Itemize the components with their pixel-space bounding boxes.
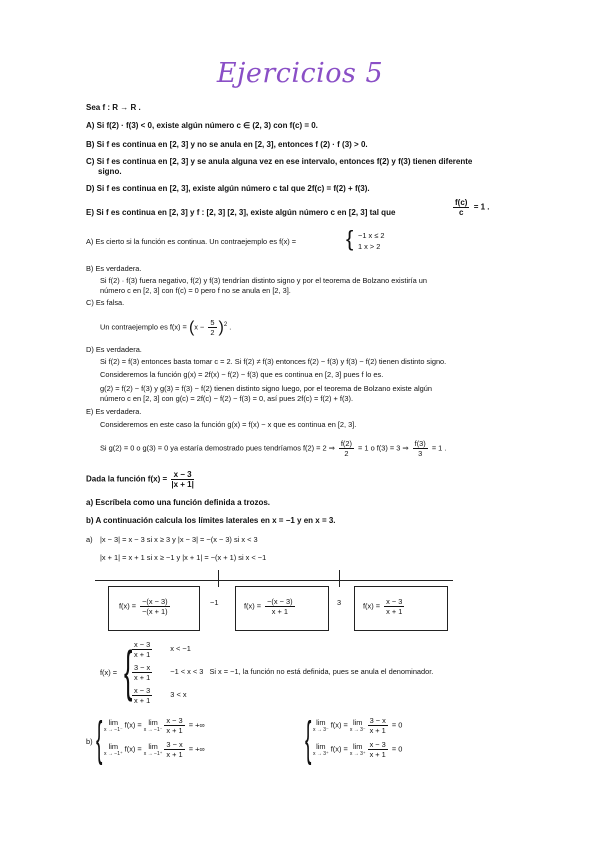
statement-e-fraction — [451, 198, 489, 217]
statement-b: B) Si f es continua en [2, 3] y no se anula en [2, 3], entonces f (2) · f (3) > 0. — [86, 140, 368, 149]
answer-e-body2 — [100, 439, 540, 458]
frac-den: x + 1 — [386, 607, 403, 616]
answer-d-head: D) Es verdadera. — [86, 345, 142, 354]
frac-den: x + 1 — [134, 650, 151, 659]
limits-left — [104, 716, 205, 764]
answer-b-head: B) Es verdadera. — [86, 264, 142, 273]
number-line — [95, 580, 453, 581]
piece-row — [130, 686, 187, 705]
lim-subscript: x → 3⁺ — [313, 750, 329, 757]
page-title: Ejercicios 5 — [216, 58, 384, 89]
box-lhs: f(x) = — [363, 601, 381, 611]
lim-operator — [313, 743, 329, 757]
answer-c-body: Un contraejemplo es f(x) = (x − $\frac{5}{2}$ )$^2$ . — [100, 318, 232, 337]
lim-word: lim — [316, 717, 326, 727]
frac-den: −(x + 1) — [142, 607, 168, 616]
lim-function: f(x) = — [122, 744, 144, 754]
lim-function: f(x) = — [122, 720, 144, 730]
answer-c-expr: x − — [194, 322, 207, 332]
lim-fraction — [368, 740, 388, 759]
frac-num: x − 3 — [386, 597, 403, 606]
tick-label: 3 — [337, 598, 342, 607]
lim-subscript: x → −1⁻ — [104, 726, 123, 733]
lim-function: f(x) = — [328, 720, 350, 730]
piece-cond: x < −1 — [170, 644, 191, 654]
frac-num: x − 3 — [166, 716, 183, 725]
frac-num: 3 − x — [134, 663, 151, 672]
interval-box-right — [354, 586, 448, 631]
box-lhs: f(x) = — [244, 601, 262, 611]
lim-fraction — [368, 716, 388, 735]
lim-operator — [350, 719, 366, 733]
answer-e-mid: = 1 o f(3) = 3 ⇒ — [358, 443, 409, 453]
answer-a-piece1: −1 x ≤ 2 — [358, 231, 385, 240]
piece-cond: −1 < x < 3 — [170, 667, 204, 677]
limits-right — [313, 716, 402, 764]
frac-den: |x + 1| — [171, 480, 194, 489]
frac-num: f(2) — [340, 439, 352, 448]
lim-function: f(x) = — [328, 744, 350, 754]
solution-b-label: b) — [86, 737, 93, 746]
number-line-tick — [339, 570, 340, 587]
lim-subscript: x → −1⁺ — [143, 750, 163, 757]
piecewise-lhs: f(x) = — [100, 668, 118, 677]
frac-den: 3 — [418, 449, 423, 458]
frac-num: 5 — [210, 318, 215, 327]
abs-value-line2: |x + 1| = x + 1 si x ≥ −1 y |x + 1| = −(x + 1) si x < −1 — [100, 553, 267, 562]
lim-result: = 0 — [389, 720, 403, 730]
statement-d: D) Si f es continua en [2, 3], existe algún número c tal que 2f(c) = f(2) + f(3). — [86, 184, 370, 193]
lim-word: lim — [352, 717, 363, 727]
lim-subscript: x → 3⁻ — [313, 726, 329, 733]
number-line-tick — [218, 570, 219, 587]
exercise2-intro-text: Dada la función f(x) = — [86, 474, 168, 484]
statement-c-cont: signo. — [98, 167, 122, 176]
lim-operator — [144, 743, 163, 757]
lim-result: = 0 — [389, 744, 403, 754]
frac-num: f(3) — [414, 439, 426, 448]
lim-subscript: x → −1⁺ — [104, 750, 123, 757]
brace: { — [305, 713, 312, 766]
exercise1-intro: Sea f : R → R . — [86, 103, 141, 112]
frac-num: x − 3 — [134, 640, 151, 649]
frac-num: −(x − 3) — [267, 597, 293, 606]
frac-num: f(c) — [455, 198, 468, 207]
answer-b-body2: número c en [2, 3] con f(c) = 0 pero f no se anula en [2, 3]. — [100, 286, 291, 295]
answer-c-head: C) Es falsa. — [86, 298, 125, 307]
lim-word: lim — [108, 717, 119, 727]
solution-a-label: a) — [86, 535, 93, 544]
statement-c: C) Si f es continua en [2, 3] y se anula alguna vez en ese intervalo, entonces f(2) y f(3) tienen diferente — [86, 157, 473, 166]
answer-d-body3: g(2) = f(2) − f(3) y g(3) = f(3) − f(2) tienen distinto signo luego, por el teorema de Bolzano existe algún — [100, 384, 432, 393]
frac-den: x + 1 — [369, 726, 386, 735]
frac-den: 2 — [210, 328, 215, 337]
answer-d-body2: Consideremos la función g(x) = 2f(x) − f(2) − f(3) que es continua en [2, 3] pues f lo es. — [100, 370, 384, 379]
frac-den: x + 1 — [369, 750, 386, 759]
frac-den: x + 1 — [134, 696, 151, 705]
interval-box-middle — [235, 586, 329, 631]
lim-subscript: x → 3⁻ — [349, 726, 366, 733]
statement-e: E) Si f es continua en [2, 3] y f : [2, 3] [2, 3], existe algún número c en [2, 3] tal que — [86, 208, 396, 217]
lim-operator — [144, 719, 163, 733]
answer-c-exp: 2 — [223, 321, 228, 328]
limit-row — [313, 740, 402, 764]
statement-a: A) Si f(2) · f(3) < 0, existe algún número c ∈ (2, 3) con f(c) = 0. — [86, 121, 318, 130]
answer-e-text: Si g(2) = 0 o g(3) = 0 ya estaría demostrado pues tendríamos f(2) = 2 ⇒ — [100, 443, 335, 453]
lim-word: lim — [352, 741, 363, 751]
limit-row — [104, 740, 205, 764]
frac-den: 2 — [344, 449, 349, 458]
brace: { — [124, 639, 133, 702]
piece-note: Si x = −1, la función no está definida, pues se anula el denominador. — [209, 667, 434, 677]
answer-a-piece2: 1 x > 2 — [358, 242, 381, 251]
answer-a: A) Es cierto si la función es continua. Un contraejemplo es f(x) = — [86, 237, 297, 246]
frac-num: x − 3 — [369, 740, 386, 749]
answer-d-body1: Si f(2) = f(3) entonces basta tomar c = 2. Si f(2) ≠ f(3) entonces f(2) − f(3) y f(3) − f(2) tienen distinto signo. — [100, 357, 447, 366]
answer-e-head: E) Es verdadera. — [86, 407, 142, 416]
answer-e-body1: Consideremos en este caso la función g(x) = f(x) − x que es continua en [2, 3]. — [100, 420, 357, 429]
paren-close: ) — [218, 318, 224, 336]
tick-label: −1 — [210, 598, 219, 607]
lim-word: lim — [148, 741, 158, 751]
limit-row — [313, 716, 402, 740]
lim-subscript: x → −1⁻ — [143, 726, 163, 733]
answer-b-body1: Si f(2) · f(3) fuera negativo, f(2) y f(3) tendrían distinto signo y por el teorema de Bolzano existiría un — [100, 276, 427, 285]
statement-e-end: = 1 . — [473, 202, 490, 212]
frac-den: x + 1 — [166, 750, 183, 759]
lim-operator — [104, 719, 123, 733]
answer-c-text: Un contraejemplo es f(x) = — [100, 322, 187, 332]
brace: { — [96, 713, 103, 766]
exercise2-intro — [86, 470, 196, 489]
paren-open: ( — [188, 318, 195, 336]
lim-result: = +∞ — [186, 744, 205, 754]
frac-den: c — [459, 208, 464, 217]
lim-operator — [104, 743, 123, 757]
frac-den: x + 1 — [166, 726, 183, 735]
piece-row — [130, 663, 433, 682]
piece-cond: 3 < x — [170, 690, 187, 700]
frac-num: 3 − x — [369, 716, 386, 725]
frac-den: x + 1 — [271, 607, 288, 616]
lim-fraction — [164, 716, 184, 735]
piece-row — [130, 640, 191, 659]
frac-num: x − 3 — [134, 686, 151, 695]
interval-box-left — [108, 586, 200, 631]
brace: { — [346, 226, 354, 251]
lim-fraction — [164, 740, 184, 759]
answer-e-end: = 1 . — [431, 443, 447, 453]
lim-operator — [313, 719, 329, 733]
limit-row — [104, 716, 205, 740]
question-b: b) A continuación calcula los límites laterales en x = −1 y en x = 3. — [86, 516, 336, 525]
lim-word: lim — [316, 741, 326, 751]
lim-result: = +∞ — [186, 720, 205, 730]
box-lhs: f(x) = — [119, 601, 137, 611]
lim-word: lim — [148, 717, 158, 727]
lim-subscript: x → 3⁺ — [349, 750, 366, 757]
frac-num: x − 3 — [171, 470, 194, 480]
abs-value-line1: |x − 3| = x − 3 si x ≥ 3 y |x − 3| = −(x − 3) si x < 3 — [100, 535, 258, 544]
lim-word: lim — [108, 741, 119, 751]
frac-den: x + 1 — [134, 673, 151, 682]
frac-num: −(x − 3) — [142, 597, 168, 606]
frac-num: 3 − x — [166, 740, 183, 749]
question-a: a) Escríbela como una función definida a trozos. — [86, 498, 271, 507]
lim-operator — [350, 743, 366, 757]
answer-d-body4: número c en [2, 3] con g(c) = 2f(c) − f(2) − f(3) = 0, así pues 2f(c) = f(2) + f(3). — [100, 394, 354, 403]
